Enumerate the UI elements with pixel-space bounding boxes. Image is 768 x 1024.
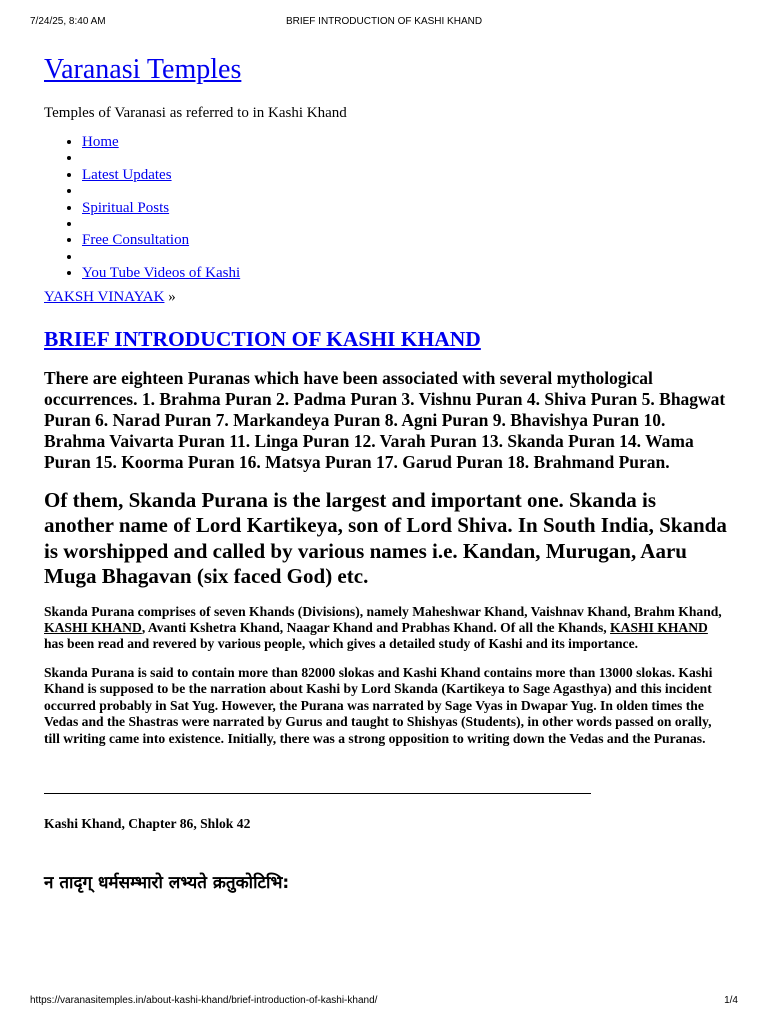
nav-item-empty	[82, 249, 730, 265]
nav-item-youtube-videos	[82, 265, 730, 281]
khands-text-a: Skanda Purana comprises of seven Khands (Divisions), namely Maheshwar Khand, Vaishnav Khand, Brahm Khand,	[44, 603, 722, 619]
nav-link-spiritual-posts[interactable]: Spiritual Posts	[82, 199, 170, 216]
nav-link-home[interactable]: Home	[82, 134, 119, 150]
site-title-link[interactable]: Varanasi Temples	[44, 54, 242, 85]
nav-item-empty	[82, 150, 730, 166]
print-datetime: 7/24/25, 8:40 AM	[30, 16, 106, 27]
nav-link-latest-updates[interactable]: Latest Updates	[82, 166, 172, 183]
breadcrumb	[44, 288, 730, 306]
page-content	[44, 52, 730, 894]
site-tagline: Temples of Varanasi as referred to in Kashi Khand	[44, 105, 347, 121]
nav-item-empty	[82, 183, 730, 199]
main-nav	[44, 134, 730, 282]
site-title	[44, 52, 730, 88]
print-page-number: 1/4	[724, 995, 738, 1006]
nav-item-spiritual-posts	[82, 200, 730, 216]
divider	[44, 793, 591, 794]
kashi-khand-link[interactable]: KASHI KHAND	[44, 620, 142, 636]
print-footer	[30, 995, 738, 1009]
nav-item-free-consultation	[82, 232, 730, 248]
nav-link-youtube-videos[interactable]: You Tube Videos of Kashi	[82, 265, 241, 282]
skanda-purana-paragraph: Of them, Skanda Purana is the largest and important one. Skanda is another name of Lord Kartikeya, son of Lord Shiva. In South India, Skanda is worshipped and called by various names i.e. Kandan, Murugan, Aaru Muga Bhagavan (six faced God) etc.	[44, 487, 727, 589]
nav-item-home	[82, 134, 730, 150]
shlok-reference: Kashi Khand, Chapter 86, Shlok 42	[44, 815, 251, 831]
kashi-khand-link[interactable]: KASHI KHAND	[610, 620, 708, 636]
post-title	[44, 326, 730, 352]
print-doc-title: BRIEF INTRODUCTION OF KASHI KHAND	[285, 16, 483, 27]
print-url: https://varanasitemples.in/about-kashi-khand/brief-introduction-of-kashi-khand/	[30, 995, 378, 1006]
breadcrumb-link[interactable]: YAKSH VINAYAK	[44, 288, 165, 305]
nav-link-free-consultation[interactable]: Free Consultation	[82, 232, 190, 249]
breadcrumb-separator: »	[168, 288, 176, 305]
nav-item-empty	[82, 216, 730, 232]
khands-text-b: , Avanti Kshetra Khand, Naagar Khand and Prabhas Khand. Of all the Khands,	[141, 620, 611, 636]
khands-text-c: has been read and revered by various people, which gives a detailed study of Kashi and its importance.	[44, 636, 639, 652]
sanskrit-verse: न तादृग् धर्मसम्भारो लभ्यते क्रतुकोटिभि:	[44, 872, 290, 893]
nav-item-latest-updates	[82, 167, 730, 183]
print-header	[30, 16, 738, 30]
khands-paragraph	[44, 604, 730, 653]
puranas-list-paragraph: There are eighteen Puranas which have been associated with several mythological occurrences. 1. Brahma Puran 2. Padma Puran 3. Vishnu Puran 4. Shiva Puran 5. Bhagwat Puran 6. Narad Puran 7. Markandeya Puran 8. Agni Puran 9. Bhavishya Puran 10. Brahma Vaivarta Puran 11. Linga Puran 12. Varah Puran 13. Skanda Puran 14. Wama Puran 15. Koorma Puran 16. Matsya Puran 17. Garud Puran 18. Brahmand Puran.	[44, 367, 726, 472]
slokas-paragraph: Skanda Purana is said to contain more than 82000 slokas and Kashi Khand contains more than 13000 slokas. Kashi Khand is supposed to be the narration about Kashi by Lord Skanda (Kartikeya to Sage Agasthya) and this incident occurred probably in Sat Yug. However, the Purana was narrated by Sage Vyas in Dwapar Yug. In olden times the Vedas and the Shastras were narrated by Gurus and taught to Shishyas (Students), in other words passed on orally, till writing came into existence. Initially, there was a strong opposition to writing down the Vedas and the Puranas.	[44, 664, 713, 746]
post-title-link[interactable]: BRIEF INTRODUCTION OF KASHI KHAND	[44, 326, 481, 351]
